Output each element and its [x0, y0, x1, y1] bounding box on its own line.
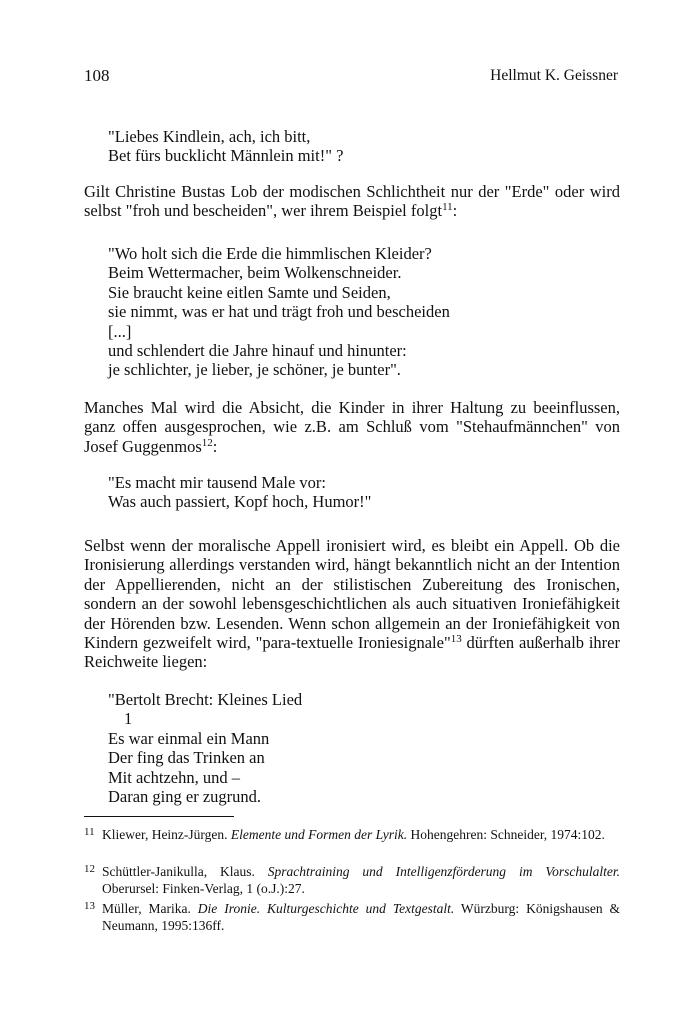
footnote-number: 12	[84, 863, 95, 875]
footnote-title: Elemente und Formen der Lyrik.	[230, 827, 408, 842]
quote-kindlein	[108, 127, 343, 166]
verse-line: "Liebes Kindlein, ach, ich bitt,	[108, 127, 311, 146]
footnote-13	[84, 900, 620, 934]
footnote-ref-13: 13	[450, 633, 462, 646]
footnote-author: Müller, Marika.	[102, 901, 198, 916]
paragraph-tail: :	[212, 436, 218, 456]
running-title: Hellmut K. Geissner	[490, 67, 618, 84]
verse-line: Der fing das Trinken an	[108, 748, 265, 768]
verse-line: Daran ging er zugrund.	[108, 787, 262, 807]
verse-line: Was auch passiert, Kopf hoch, Humor!"	[108, 492, 372, 512]
footnote-author: Schüttler-Janikulla, Klaus.	[102, 864, 268, 879]
quote-stehaufmaennchen	[108, 473, 371, 512]
verse-line: Sie braucht keine eitlen Samte und Seiden,	[108, 282, 391, 302]
verse-line: Beim Wettermacher, beim Wolkenschneider.	[108, 263, 402, 283]
footnote-divider	[84, 816, 234, 817]
footnote-ref-11: 11	[442, 201, 453, 214]
footnote-number: 13	[84, 900, 95, 912]
footnote-11	[84, 826, 620, 843]
verse-line: und schlendert die Jahre hinauf und hinunter:	[108, 341, 407, 361]
paragraph-text: Gilt Christine Bustas Lob der modischen Schlichtheit nur der "Erde" oder wird selbst "froh und bescheiden", wer ihrem Beispiel folgt	[84, 182, 620, 221]
footnote-number: 11	[84, 826, 95, 838]
footnote-publisher: Würzburg: Königshausen & Neumann, 1995:136ff.	[102, 901, 621, 933]
footnote-text	[102, 826, 620, 843]
verse-line: "Wo holt sich die Erde die himmlischen Kleider?	[108, 244, 432, 263]
quote-erde	[108, 244, 450, 380]
verse-line: je schlichter, je lieber, je schöner, je bunter".	[108, 360, 401, 380]
verse-line: Bet fürs bucklicht Männlein mit!" ?	[108, 146, 344, 166]
footnote-title: Die Ironie. Kulturgeschichte und Textgestalt.	[197, 901, 455, 916]
footnote-publisher: Hohengehren: Schneider, 1974:102.	[407, 827, 605, 842]
paragraph-tail: dürften außerhalb ihrer Reichweite liegen:	[84, 633, 620, 672]
paragraph-busta	[84, 182, 620, 221]
paragraph-tail: :	[452, 201, 458, 221]
page-number: 108	[84, 66, 110, 85]
footnote-author: Kliewer, Heinz-Jürgen.	[102, 827, 231, 842]
footnote-title: Sprachtraining und Intelligenzförderung im Vorschulalter.	[267, 864, 620, 879]
paragraph-ironie	[84, 536, 620, 672]
footnote-text	[102, 900, 620, 934]
verse-line: [...]	[108, 321, 132, 341]
poem-title: "Bertolt Brecht: Kleines Lied	[108, 690, 303, 709]
paragraph-guggenmos	[84, 398, 620, 456]
paragraph-text: Selbst wenn der moralische Appell ironisiert wird, es bleibt ein Appell. Ob die Ironisierung allerdings verstanden wird, hängt bekanntlich nicht an der Intention der Appellierenden, nicht an der stilistischen Zubereitung des Ironischen, sondern an der sowohl lebensgeschichtlichen als auch situativen Ironiefähigkeit der Hörenden bzw. Lesenden. Wenn schon allgemein an der Ironiefähigkeit von Kindern gezweifelt wird, "para-textuelle Ironiesignale"	[84, 536, 620, 653]
quote-brecht	[108, 690, 302, 806]
verse-line: sie nimmt, was er hat und trägt froh und bescheiden	[108, 302, 450, 322]
stanza-number: 1	[124, 709, 133, 729]
verse-line: Mit achtzehn, und –	[108, 767, 240, 787]
footnote-ref-12: 12	[201, 436, 213, 449]
footnote-text	[102, 863, 620, 897]
page-header	[84, 66, 618, 90]
verse-line: Es war einmal ein Mann	[108, 728, 270, 748]
paragraph-text: Manches Mal wird die Absicht, die Kinder in ihrer Haltung zu beeinflussen, ganz offen ausgesprochen, wie z.B. am Schluß vom "Stehaufmännchen" von Josef Guggenmos	[84, 398, 620, 456]
footnote-publisher: Oberursel: Finken-Verlag, 1 (o.J.):27.	[102, 881, 305, 896]
verse-line: "Es macht mir tausend Male vor:	[108, 473, 326, 492]
footnote-12	[84, 863, 620, 897]
